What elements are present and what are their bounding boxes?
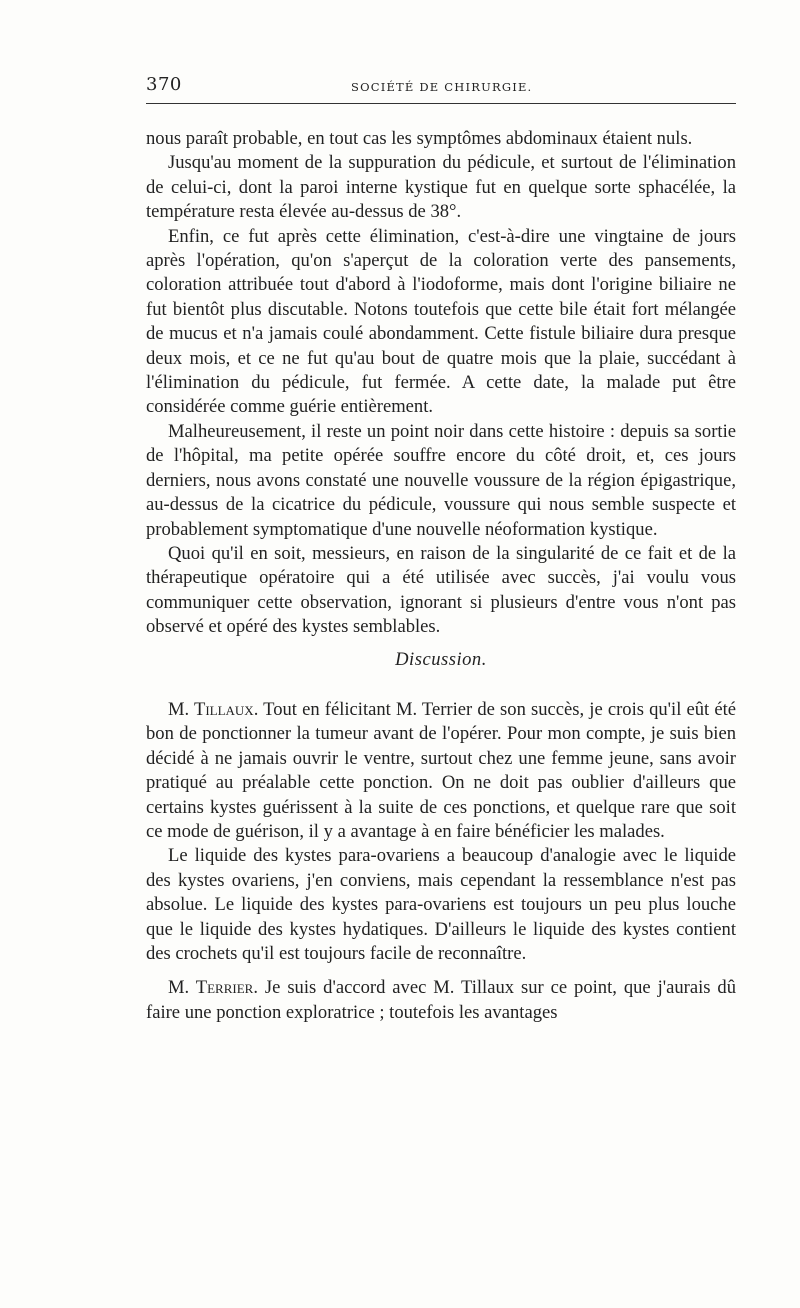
paragraph-4: Malheureusement, il reste un point noir dans cette histoire : depuis sa sortie de l'hôpital, ma petite opérée souffre encore du côté droit, et, ces jours derniers, nous avons constaté une nouvelle voussure de la région épigastrique, au-dessus de la cicatrice du pédicule, voussure qui nous semble suspecte et probablement symptomatique d'une nouvelle néoformation kystique. (146, 420, 736, 540)
header-rule (146, 103, 736, 104)
paragraph-3: Enfin, ce fut après cette élimination, c'est-à-dire une vingtaine de jours après l'opération, qu'on s'aperçut de la coloration verte des pansements, coloration attribuée tout d'abord à l'iodoforme, mais dont l'origine biliaire ne fut bientôt plus discutable. Notons toutefois que cette bile était fort mélangée de mucus et n'a jamais coulé abondamment. Cette fistule biliaire dura presque deux mois, et ce ne fut qu'au bout de quatre mois que la plaie, succédant à l'élimination du pédicule, fut fermée. A cette date, la malade put être considérée comme guérie entièrement. (146, 225, 736, 418)
terrier-text: Je suis d'accord avec M. Tillaux sur ce point, que j'aurais dû faire une ponction exploratrice ; toutefois les avantages (146, 977, 736, 1023)
speaker-tillaux: M. Tillaux. (168, 698, 259, 720)
paragraph-5: Quoi qu'il en soit, messieurs, en raison de la singularité de ce fait et de la thérapeutique opératoire qui a été utilisée avec succès, j'ai voulu vous communiquer cette observation, ignorant si plusieurs d'entre vous n'ont pas observé et opéré des kystes semblables. (146, 542, 736, 638)
tillaux-paragraph-2: Le liquide des kystes para-ovariens a beaucoup d'analogie avec le liquide des kystes ovariens, j'en conviens, mais cependant la ressemblance n'est pas absolue. Le liquide des kystes para-ovariens est toujours un peu plus louche que le liquide des kystes hydatiques. D'ailleurs le liquide des kystes contient des crochets qu'il est toujours facile de reconnaître. (146, 845, 736, 964)
tillaux-paragraph (146, 698, 736, 844)
paragraph-2: Jusqu'au moment de la suppuration du pédicule, et surtout de l'élimination de celui-ci, dont la paroi interne kystique fut en quelque sorte sphacélée, la température resta élevée au-dessus de 38°. (146, 152, 736, 223)
discussion-title: Discussion. (395, 648, 487, 670)
speaker-terrier: M. Terrier. (168, 977, 258, 999)
running-title: SOCIÉTÉ DE CHIRURGIE. (351, 80, 533, 94)
page-number: 370 (146, 74, 182, 95)
page-header (146, 74, 736, 100)
paragraph-1: nous paraît probable, en tout cas les symptômes abdominaux étaient nuls. (146, 128, 693, 149)
page-body (146, 127, 736, 1025)
tillaux-text: Tout en félicitant M. Terrier de son succès, je crois qu'il eût été bon de ponctionner la tumeur avant de l'opérer. Pour mon compte, je suis bien décidé à ne jamais ouvrir le ventre, surtout chez une femme jeune, sans avoir pratiqué au préalable cette ponction. On ne doit pas oublier d'ailleurs que certains kystes guérissent à la suite de ces ponctions, et quelque rare que soit ce mode de guérison, il y a avantage à en faire bénéficier les malades. (146, 698, 736, 842)
terrier-paragraph (146, 976, 736, 1025)
